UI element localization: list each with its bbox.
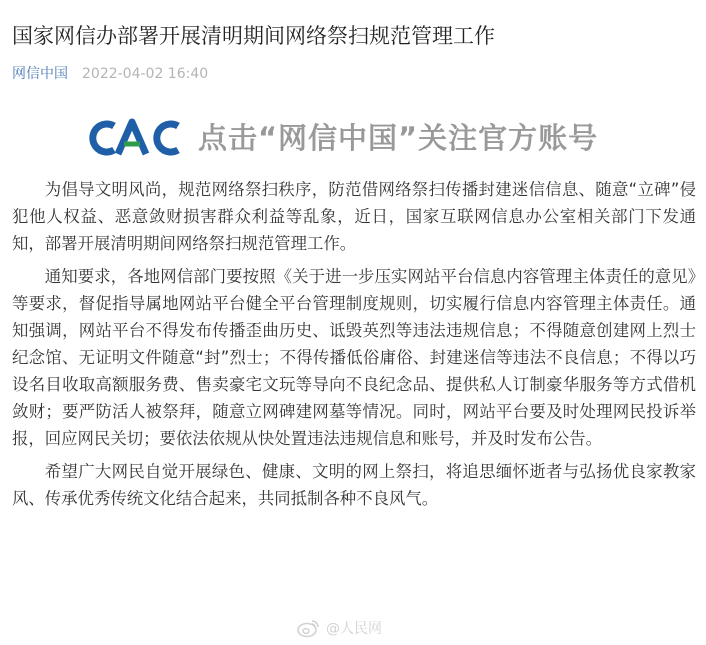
- article-body: [12, 176, 696, 518]
- article-meta: [12, 64, 208, 84]
- banner-text: 点击“网信中国”关注官方账号: [198, 121, 599, 155]
- cac-logo: [80, 108, 190, 168]
- cac-logo-c2: [157, 124, 178, 152]
- follow-banner[interactable]: [80, 108, 640, 168]
- article-title: 国家网信办部署开展清明期间网络祭扫规范管理工作: [12, 24, 495, 48]
- publish-time: 2022-04-02 16:40: [82, 66, 209, 82]
- cac-logo-c1: [93, 124, 114, 152]
- watermark: [296, 615, 382, 641]
- paragraph-3: 希望广大网民自觉开展绿色、健康、文明的网上祭扫，将追思缅怀逝者与弘扬优良家教家风、传承优秀传统文化结合起来，共同抵制各种不良风气。: [12, 462, 696, 508]
- weibo-icon: [296, 618, 320, 638]
- paragraph-1: 为倡导文明风尚，规范网络祭扫秩序，防范借网络祭扫传播封建迷信信息、随意“立碑”侵犯他人权益、恶意敛财损害群众利益等乱象，近日，国家互联网信息办公室相关部门下发通知，部署开展清明期间网络祭扫规范管理工作。: [12, 180, 696, 253]
- cac-logo-a: [118, 122, 146, 154]
- source-link[interactable]: 网信中国: [12, 66, 68, 82]
- paragraph-2: 通知要求，各地网信部门要按照《关于进一步压实网站平台信息内容管理主体责任的意见》等要求，督促指导属地网站平台健全平台管理制度规则，切实履行信息内容管理主体责任。通知强调，网站平台不得发布传播歪曲历史、诋毁英烈等违法违规信息；不得随意创建网上烈士纪念馆、无证明文件随意“封”烈士；不得传播低俗庸俗、封建迷信等违法不良信息；不得以巧设名目收取高额服务费、售卖豪宅文玩等导向不良纪念品、提供私人订制豪华服务等方式借机敛财；要严防活人被祭拜，随意立网碑建网墓等情况。同时，网站平台要及时处理网民投诉举报，回应网民关切；要依法依规从快处置违法违规信息和账号，并及时发布公告。: [12, 267, 696, 448]
- watermark-text: @人民网: [326, 621, 382, 637]
